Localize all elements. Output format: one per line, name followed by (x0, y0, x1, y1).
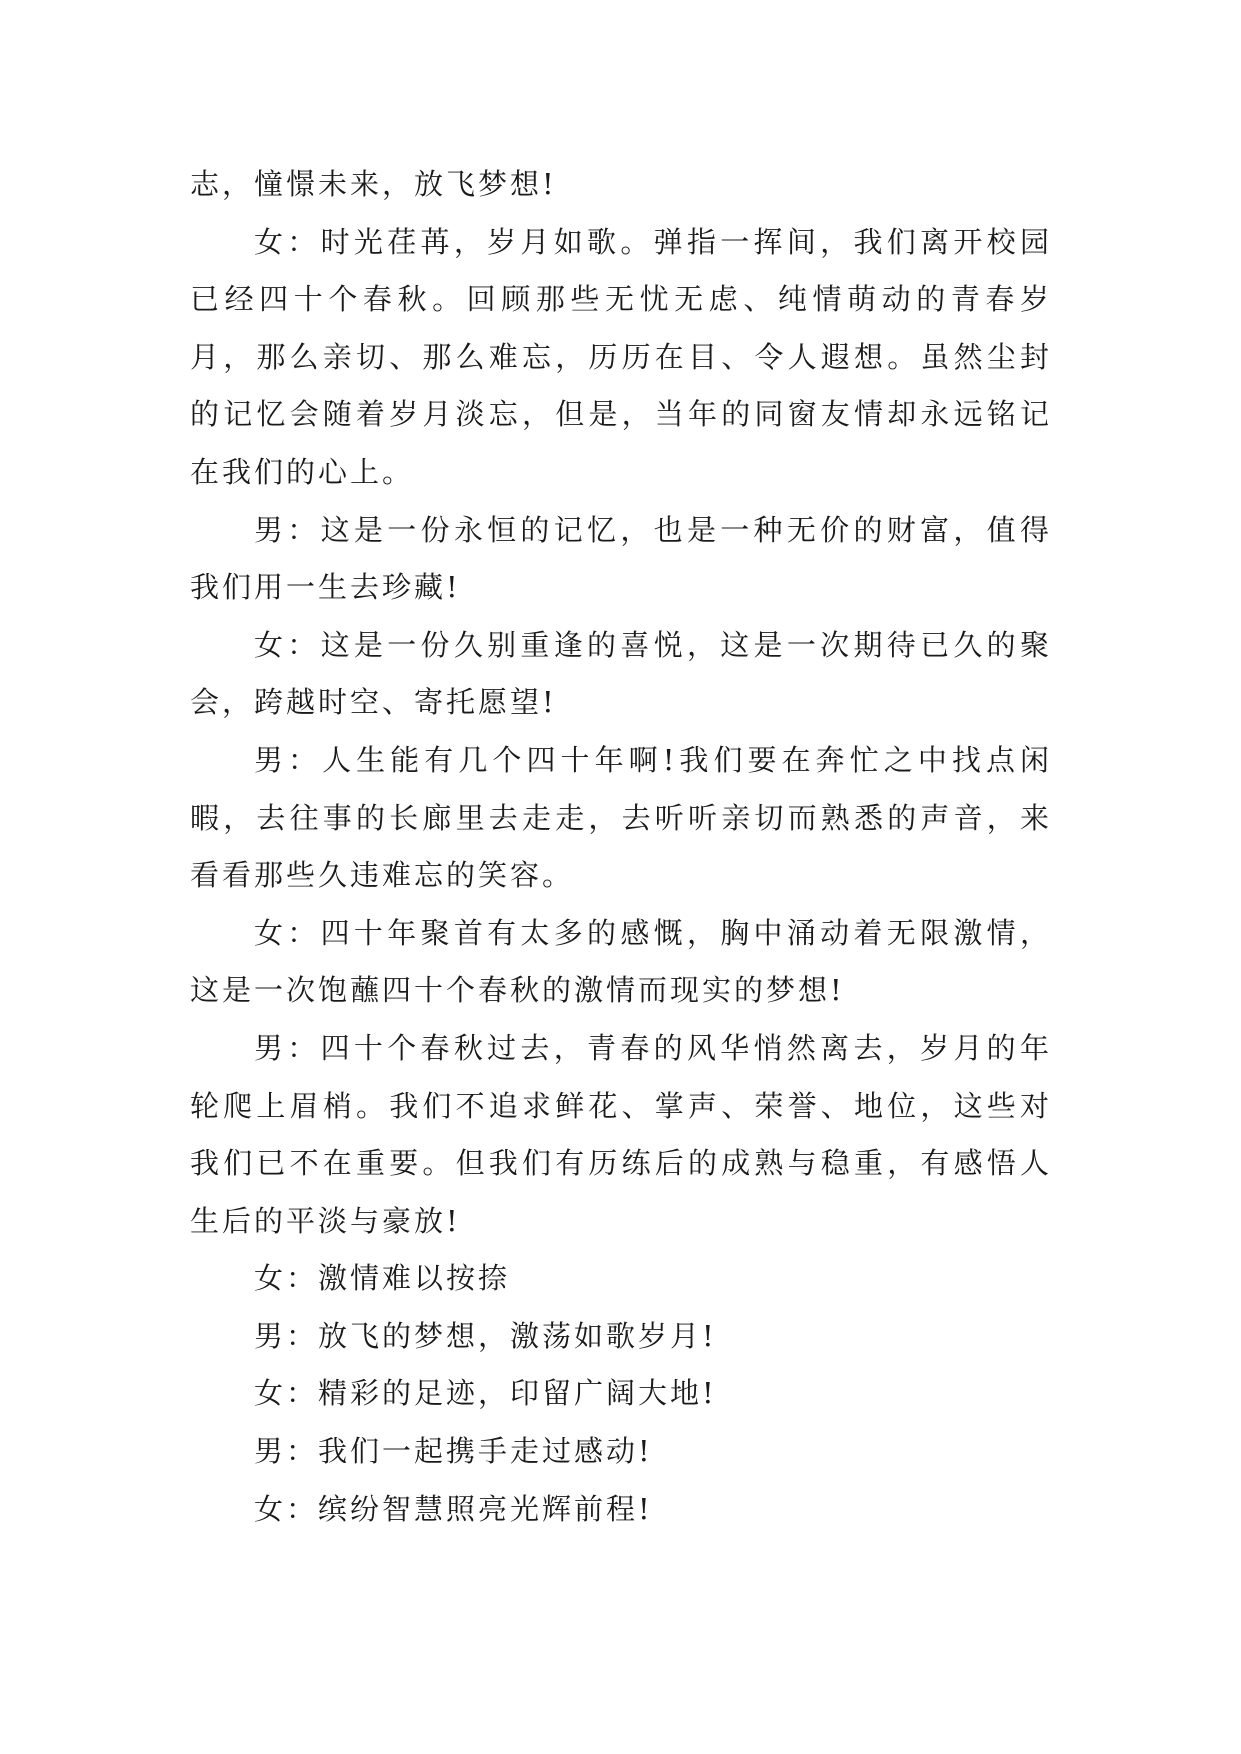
paragraph-1: 志，憧憬未来，放飞梦想! (190, 167, 557, 201)
paragraph-12: 女：缤纷智慧照亮光辉前程! (254, 1491, 653, 1526)
paragraph-4: 女：这是一份久别重逢的喜悦，这是一次期待已久的聚会，跨越时空、寄托愿望! (190, 627, 1052, 720)
paragraph-8: 女：激情难以按捺 (254, 1261, 511, 1296)
paragraph-7: 男：四十个春秋过去，青春的风华悄然离去，岁月的年轮爬上眉梢。我们不追求鲜花、掌声、荣誉、地位，这些对我们已不在重要。但我们有历练后的成熟与稳重，有感悟人生后的平淡与豪放! (190, 1030, 1052, 1238)
paragraph-5: 男：人生能有几个四十年啊!我们要在奔忙之中找点闲暇，去往事的长廊里去走走，去听听亲切而熟悉的声音，来看看那些久违难忘的笑容。 (190, 742, 1052, 893)
paragraph-10: 女：精彩的足迹，印留广阔大地! (254, 1376, 717, 1411)
document-body (190, 156, 1052, 1538)
paragraph-2: 女：时光荏苒，岁月如歌。弹指一挥间，我们离开校园已经四十个春秋。回顾那些无忧无虑、纯情萌动的青春岁月，那么亲切、那么难忘，历历在目、令人遐想。虽然尘封的记忆会随着岁月淡忘，但是，当年的同窗友情却永远铭记在我们的心上。 (190, 224, 1052, 489)
paragraph-11: 男：我们一起携手走过感动! (254, 1434, 653, 1469)
paragraph-9: 男：放飞的梦想，激荡如歌岁月! (254, 1318, 717, 1353)
paragraph-3: 男：这是一份永恒的记忆，也是一种无价的财富，值得我们用一生去珍藏! (190, 512, 1052, 605)
paragraph-6: 女：四十年聚首有太多的感慨，胸中涌动着无限激情，这是一次饱蘸四十个春秋的激情而现实的梦想! (190, 915, 1052, 1008)
